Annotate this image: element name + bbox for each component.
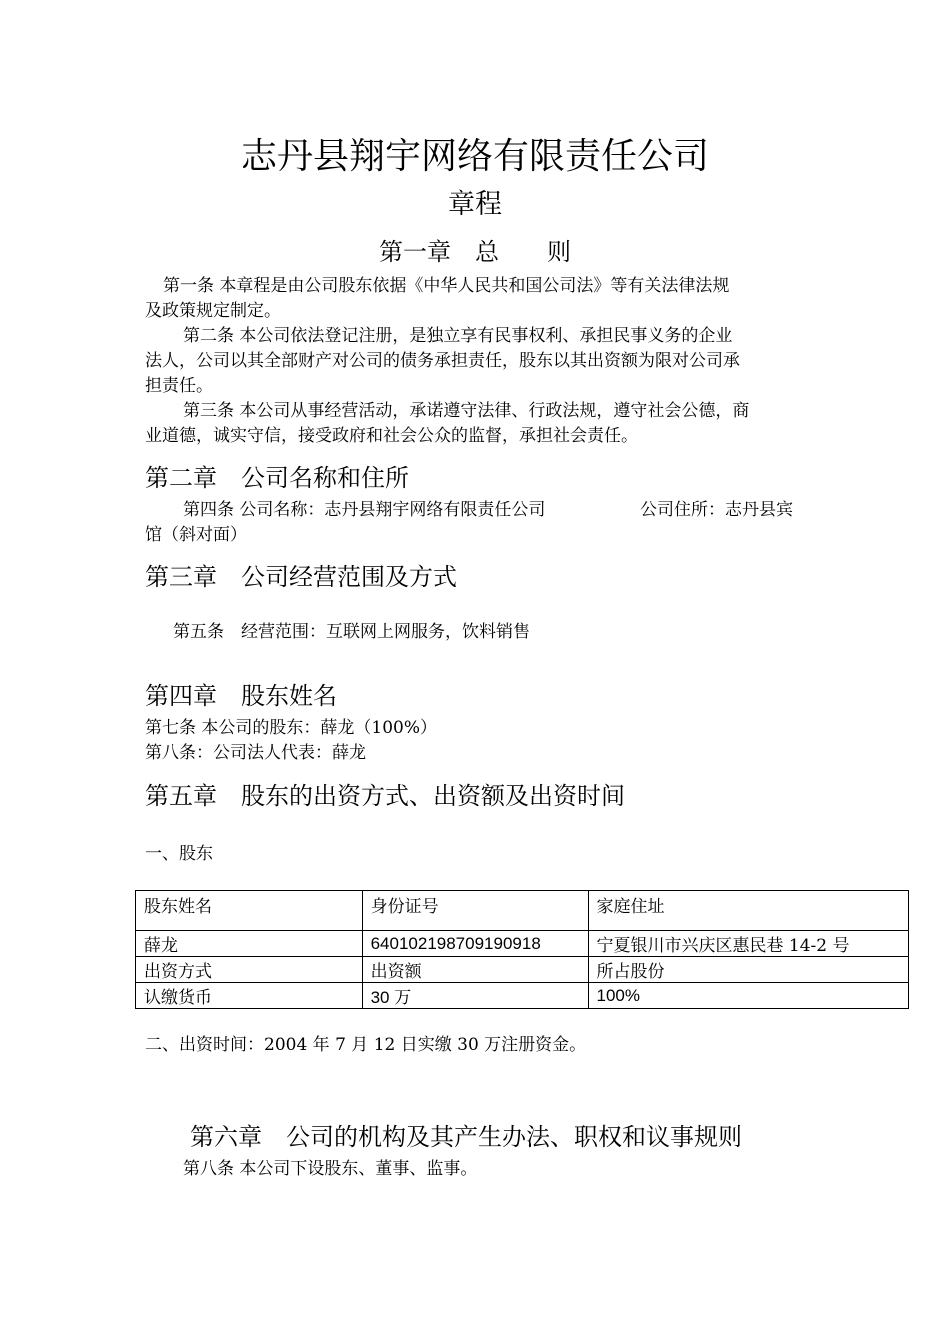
table-cell: 所占股份 [588,957,909,983]
chapter-1-heading: 第一章 总 则 [379,238,571,266]
chapter-3-heading: 第三章 公司经营范围及方式 [145,563,457,591]
article-7: 第七条 本公司的股东：薛龙（100%） [145,718,438,738]
table-cell: 100% [588,983,909,1009]
table-cell: 股东姓名 [136,891,363,931]
article-1-line-2: 及政策规定制定。 [145,301,281,321]
article-2-line-1: 第二条 本公司依法登记注册，是独立享有民事权利、承担民事义务的企业 [183,326,733,346]
table-row [136,931,909,957]
table-cell: 640102198709190918 [362,931,588,957]
table-cell: 30 万 [362,983,588,1009]
chapter-6-heading: 第六章 公司的机构及其产生办法、职权和议事规则 [190,1123,742,1151]
table-header-row [136,891,909,931]
table-row [136,983,909,1009]
section-contribution-time: 二、出资时间：2004 年 7 月 12 日实缴 30 万注册资金。 [145,1035,587,1055]
article-4-address-cont: 馆（斜对面） [145,525,247,545]
table-cell: 出资方式 [136,957,363,983]
article-1-line-1: 第一条 本章程是由公司股东依据《中华人民共和国公司法》等有关法律法规 [163,276,730,296]
chapter-5-heading: 第五章 股东的出资方式、出资额及出资时间 [145,782,625,810]
chapter-2-heading: 第二章 公司名称和住所 [145,464,409,492]
table-cell: 出资额 [362,957,588,983]
table-cell: 宁夏银川市兴庆区惠民巷 14-2 号 [588,931,909,957]
article-3-line-1: 第三条 本公司从事经营活动，承诺遵守法律、行政法规，遵守社会公德，商 [183,401,750,421]
article-2-line-3: 担责任。 [145,376,213,396]
chapter-4-heading: 第四章 股东姓名 [145,682,337,710]
document-subtitle: 章程 [448,189,502,220]
article-5: 第五条 经营范围：互联网上网服务，饮料销售 [173,622,530,642]
section-shareholders: 一、股东 [145,844,213,864]
table-cell: 认缴货币 [136,983,363,1009]
article-2-line-2: 法人，公司以其全部财产对公司的债务承担责任，股东以其出资额为限对公司承 [145,351,740,371]
article-4-address: 公司住所：志丹县宾 [640,500,793,520]
article-8-organization: 第八条 本公司下设股东、董事、监事。 [183,1159,478,1179]
table-cell: 薛龙 [136,931,363,957]
shareholder-table [135,890,909,1009]
article-4-company-name: 第四条 公司名称：志丹县翔宇网络有限责任公司 [183,500,546,520]
article-3-line-2: 业道德，诚实守信，接受政府和社会公众的监督，承担社会责任。 [145,426,638,446]
table-cell: 家庭住址 [588,891,909,931]
table-cell: 身份证号 [362,891,588,931]
article-8-representative: 第八条：公司法人代表：薛龙 [145,743,366,763]
document-title: 志丹县翔宇网络有限责任公司 [240,136,709,177]
table-row [136,957,909,983]
